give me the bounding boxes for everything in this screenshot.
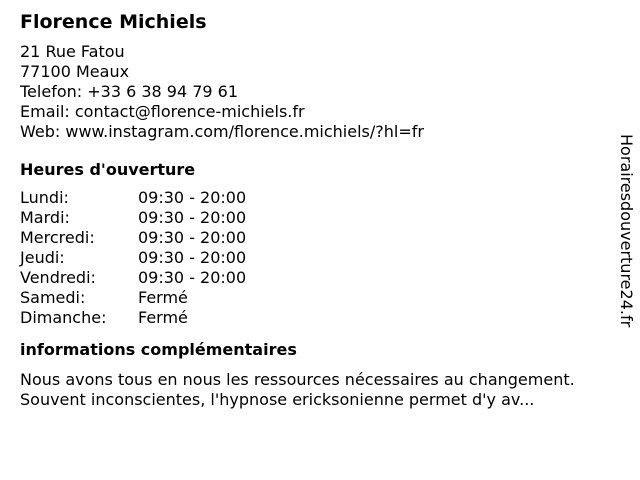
hours-row	[20, 188, 610, 208]
day-label: Dimanche:	[20, 308, 107, 327]
hours-heading: Heures d'ouverture	[20, 160, 196, 179]
business-card	[20, 8, 610, 410]
email-line: Email: contact@florence-michiels.fr	[20, 102, 305, 121]
hours-row	[20, 228, 610, 248]
description	[20, 370, 610, 410]
day-time: 09:30 - 20:00	[138, 188, 247, 207]
day-time: 09:30 - 20:00	[138, 268, 247, 287]
day-label: Jeudi:	[20, 248, 65, 267]
description-line: Nous avons tous en nous les ressources nécessaires au changement.	[20, 370, 575, 389]
day-label: Mercredi:	[20, 228, 95, 247]
street-address: 21 Rue Fatou	[20, 42, 125, 61]
hours-row	[20, 248, 610, 268]
description-line: Souvent inconscientes, l'hypnose ericksonienne permet d'y av...	[20, 390, 535, 409]
day-time: Fermé	[138, 288, 188, 307]
site-watermark: Horairesdouverture24.fr	[617, 134, 636, 328]
hours-table	[20, 188, 610, 328]
hours-row	[20, 308, 610, 328]
day-label: Mardi:	[20, 208, 70, 227]
hours-row	[20, 208, 610, 228]
hours-row	[20, 268, 610, 288]
web-line: Web: www.instagram.com/florence.michiels/?hl=fr	[20, 122, 424, 141]
day-time: 09:30 - 20:00	[138, 228, 247, 247]
city-address: 77100 Meaux	[20, 62, 130, 81]
hours-row	[20, 288, 610, 308]
contact-info	[20, 42, 610, 142]
extra-info-heading: informations complémentaires	[20, 340, 297, 359]
day-time: 09:30 - 20:00	[138, 248, 247, 267]
phone-line: Telefon: +33 6 38 94 79 61	[20, 82, 239, 101]
day-time: 09:30 - 20:00	[138, 208, 247, 227]
day-label: Lundi:	[20, 188, 69, 207]
business-name: Florence Michiels	[20, 11, 207, 33]
day-label: Vendredi:	[20, 268, 96, 287]
day-label: Samedi:	[20, 288, 86, 307]
day-time: Fermé	[138, 308, 188, 327]
